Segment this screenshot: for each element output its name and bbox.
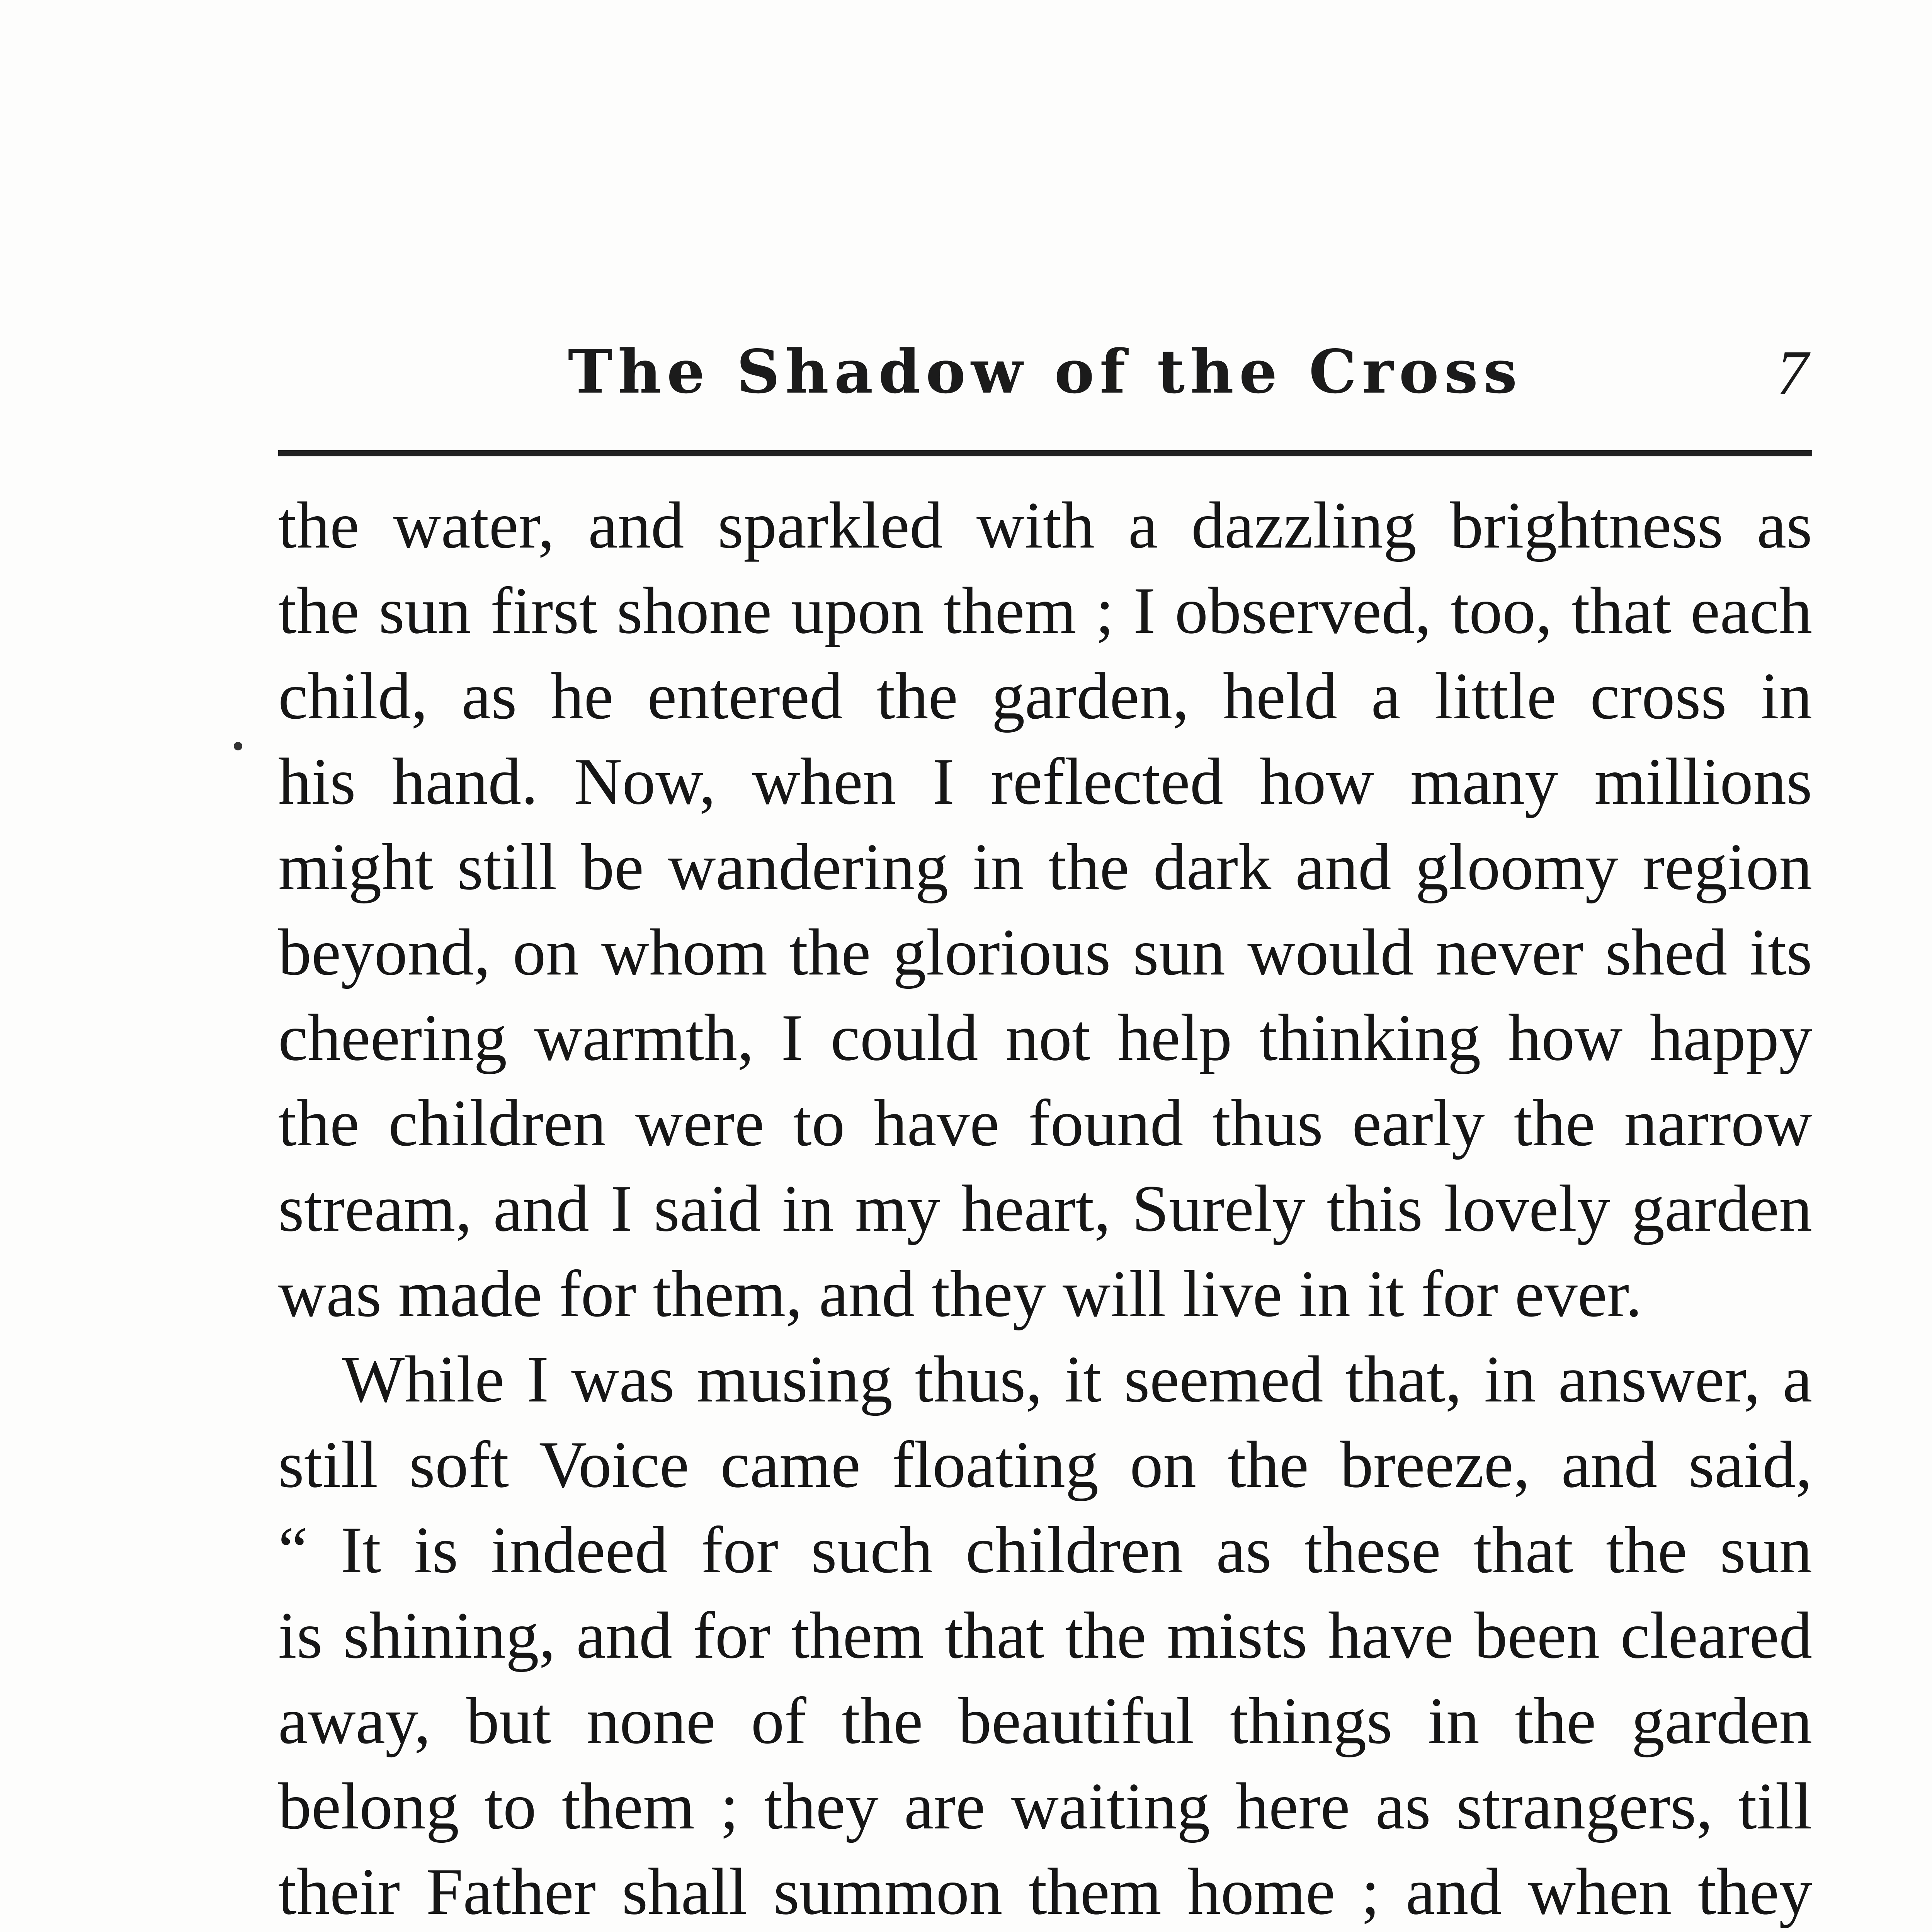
body-text <box>278 483 1812 1932</box>
text-line: still soft Voice came floating on the breeze, and said, <box>278 1428 1812 1502</box>
text-line: the water, and sparkled with a dazzling brightness as <box>278 489 1812 562</box>
ink-speck <box>234 742 242 750</box>
text-line: the sun first shone upon them ; I observed, too, that each <box>278 574 1812 648</box>
text-line: beyond, on whom the glorious sun would never shed its <box>278 916 1812 989</box>
text-line: was made for them, and they will live in it for ever. <box>278 1257 1642 1331</box>
running-title: The Shadow of the Cross <box>568 336 1523 407</box>
text-line: “ It is indeed for such children as these that the sun <box>278 1514 1812 1587</box>
text-line: might still be wandering in the dark and gloomy region <box>278 830 1812 904</box>
text-line: is shining, and for them that the mists have been cleared <box>278 1599 1812 1672</box>
page-number: 7 <box>1776 337 1808 408</box>
text-line: belong to them ; they are waiting here as strangers, till <box>278 1770 1812 1843</box>
text-line: the children were to have found thus early the narrow <box>278 1087 1812 1160</box>
text-line: cheering warmth, I could not help thinking how happy <box>278 1001 1812 1075</box>
text-line: their Father shall summon them home ; and when they <box>278 1855 1812 1929</box>
page-header <box>278 325 1812 417</box>
text-line: away, but none of the beautiful things in the garden <box>278 1684 1812 1758</box>
text-line: While I was musing thus, it seemed that, in answer, a <box>342 1343 1812 1416</box>
text-line: child, as he entered the garden, held a little cross in <box>278 660 1812 733</box>
text-line: stream, and I said in my heart, Surely this lovely garden <box>278 1172 1812 1245</box>
text-line: his hand. Now, when I reflected how many millions <box>278 745 1812 818</box>
header-rule <box>278 450 1812 456</box>
